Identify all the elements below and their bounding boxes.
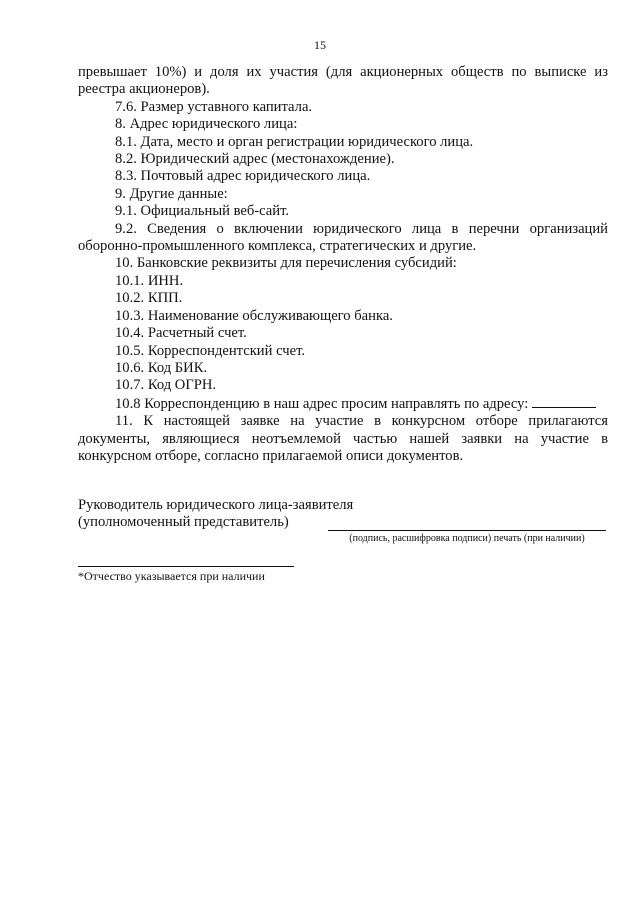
paragraph-10-8: [78, 395, 608, 413]
paragraph-7-6: 7.6. Размер уставного капитала.: [115, 98, 313, 115]
paragraph-continuation: превышает 10%) и доля их участия (для акционерных обществ по выписке из реестра акционеров).: [78, 64, 608, 98]
paragraph-9: 9. Другие данные:: [115, 185, 228, 202]
paragraph-10-5: 10.5. Корреспондентский счет.: [115, 342, 306, 359]
paragraph-8-2: 8.2. Юридический адрес (местонахождение).: [115, 151, 395, 168]
paragraph-10: 10. Банковские реквизиты для перечисления субсидий:: [115, 255, 457, 272]
paragraph-9-2: 9.2. Сведения о включении юридического лица в перечни организаций оборонно-промышленного комплекса, стратегических и другие.: [78, 220, 608, 255]
paragraph-10-7: 10.7. Код ОГРН.: [115, 377, 217, 394]
signature-line: [328, 530, 606, 531]
paragraph-10-1: 10.1. ИНН.: [115, 272, 184, 289]
footnote-rule: [78, 566, 294, 567]
signature-title-line2: (уполномоченный представитель): [78, 514, 289, 531]
paragraph-9-1: 9.1. Официальный веб-сайт.: [115, 203, 290, 220]
paragraph-10-8-text: 10.8 Корреспонденцию в наш адрес просим направлять по адресу:: [115, 395, 529, 412]
signature-title-line1: Руководитель юридического лица-заявителя: [78, 497, 354, 513]
signature-block: [78, 497, 608, 532]
paragraph-11: 11. К настоящей заявке на участие в конкурсном отборе прилагаются документы, являющиеся неотъемлемой частью нашей заявки на участие в конкурсном отборе, согласно прилагаемой описи документов.: [78, 413, 608, 464]
page-number: 15: [314, 38, 326, 52]
paragraph-8: 8. Адрес юридического лица:: [115, 116, 298, 133]
paragraph-10-2: 10.2. КПП.: [115, 290, 183, 307]
paragraph-10-6: 10.6. Код БИК.: [115, 359, 208, 376]
document-body: [78, 64, 608, 465]
paragraph-8-3: 8.3. Почтовый адрес юридического лица.: [115, 168, 371, 185]
paragraph-8-1: 8.1. Дата, место и орган регистрации юридического лица.: [115, 133, 474, 150]
paragraph-10-3: 10.3. Наименование обслуживающего банка.: [115, 307, 393, 324]
paragraph-10-4: 10.4. Расчетный счет.: [115, 325, 247, 342]
footnote: *Отчество указывается при наличии: [78, 569, 265, 583]
signature-caption: (подпись, расшифровка подписи) печать (при наличии): [349, 533, 585, 544]
address-blank-line: [532, 395, 596, 408]
